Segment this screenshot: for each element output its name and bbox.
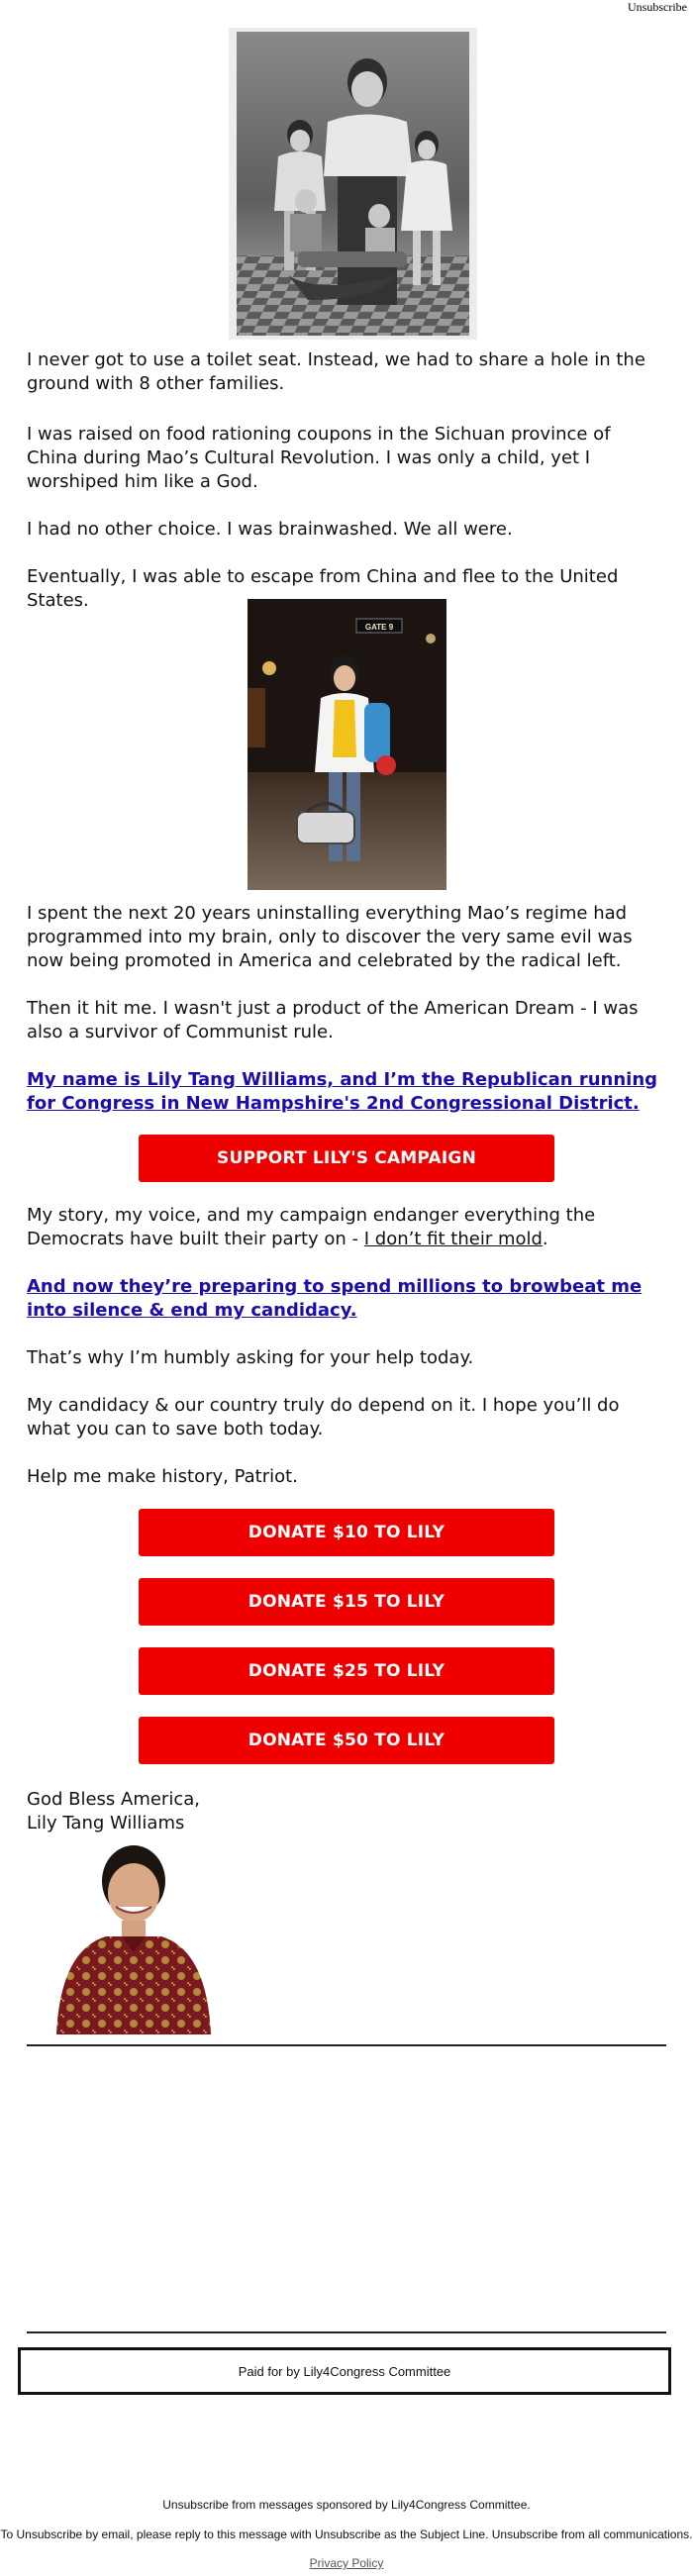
paragraph-uninstalling: I spent the next 20 years uninstalling everything Mao’s regime had programmed into my brain, only to discover the very same evil was now being promoted in America and celebrated by the radical left. [27,903,633,971]
footer-privacy [0,2556,693,2570]
gate-sign-text: GATE 9 [364,623,394,632]
airport-photo [248,599,446,890]
paragraph-make-history: Help me make history, Patriot. [27,1466,298,1487]
paragraph-toilet: I never got to use a toilet seat. Instead, we had to share a hole in the ground with 8 other families. [27,349,645,394]
signoff-blessing: God Bless America, [27,1789,200,1810]
signoff-name: Lily Tang Williams [27,1813,185,1833]
donate-10-button[interactable]: DONATE $10 TO LILY [139,1509,554,1556]
donate-50-button[interactable]: DONATE $50 TO LILY [139,1717,554,1764]
family-photo [229,28,477,340]
link-my-name-is[interactable]: My name is Lily Tang Williams, and I’m the Republican running for Congress in New Hampshire's 2nd Congressional District. [27,1069,658,1114]
donate-15-button[interactable]: DONATE $15 TO LILY [139,1578,554,1626]
footer-email-unsubscribe-line: To Unsubscribe by email, please reply to this message with Unsubscribe as the Subject Line. Unsubscribe from all communications. [0,2527,693,2541]
paragraph-escape: Eventually, I was able to escape from China and flee to the United States. [27,566,619,611]
unsubscribe-link-top[interactable]: Unsubscribe [628,0,687,14]
dont-fit-mold-text: I don’t fit their mold [363,1229,543,1249]
airport-photo-graphic [248,599,446,890]
story-text: My story, my voice, and my campaign endanger everything the Democrats have built their party on - [27,1205,596,1249]
family-photo-graphic [229,28,477,340]
footer-unsubscribe-line: Unsubscribe from messages sponsored by Lily4Congress Committee. [162,2498,531,2512]
divider-top [27,2044,666,2046]
story-suffix: . [542,1229,548,1249]
link-spend-millions[interactable]: And now they’re preparing to spend millions to browbeat me into silence & end my candidacy. [27,1276,643,1321]
paragraph-asking-help: That’s why I’m humbly asking for your help today. [27,1347,474,1368]
donate-25-button[interactable]: DONATE $25 TO LILY [139,1647,554,1695]
candidate-portrait [47,1841,220,2034]
paragraph-candidacy: My candidacy & our country truly do depend on it. I hope you’ll do what you can to save both today. [27,1395,620,1439]
paragraph-story [27,1204,666,1251]
paid-for-box [18,2347,671,2395]
privacy-policy-link[interactable]: Privacy Policy [309,2556,384,2570]
support-campaign-button[interactable]: SUPPORT LILY'S CAMPAIGN [139,1135,554,1182]
paid-for-text: Paid for by Lily4Congress Committee [238,2363,451,2379]
paragraph-rationing: I was raised on food rationing coupons in the Sichuan province of China during Mao’s Cultural Revolution. I was only a child, yet I worshiped him like a God. [27,424,611,492]
paragraph-survivor: Then it hit me. I wasn't just a product of the American Dream - I was also a survivor of Communist rule. [27,998,639,1042]
candidate-portrait-graphic [47,1841,220,2034]
divider-bottom [27,2331,666,2333]
paragraph-brainwashed: I had no other choice. I was brainwashed. We all were. [27,519,513,540]
